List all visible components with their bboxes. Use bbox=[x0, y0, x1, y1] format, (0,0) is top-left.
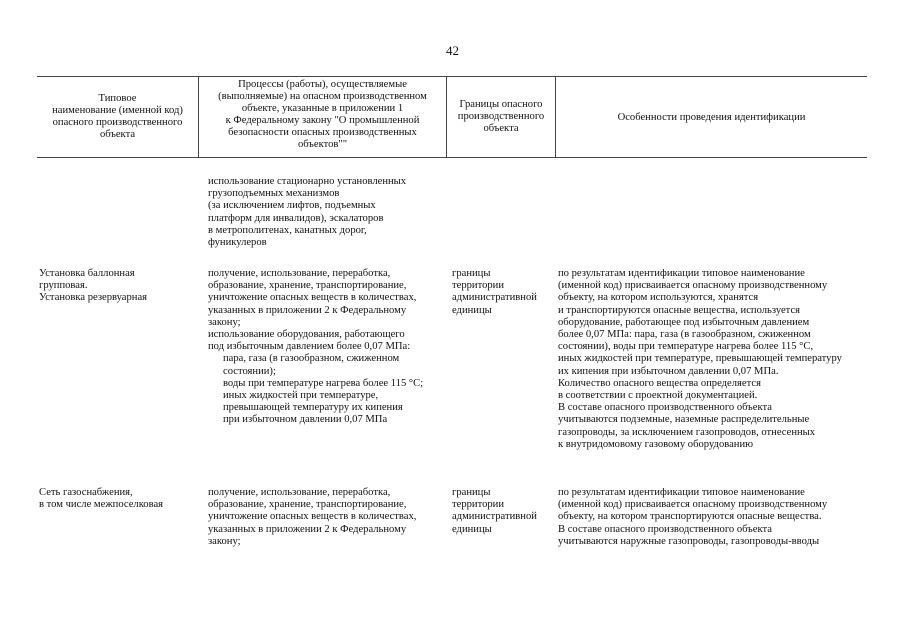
text-line: (за исключением лифтов, подъемных bbox=[208, 200, 376, 212]
text-line: административной bbox=[452, 292, 537, 304]
text-line: по результатам идентификации типовое наименование bbox=[558, 268, 805, 279]
row-1-identification-features bbox=[558, 268, 842, 451]
text-line: границы bbox=[452, 268, 491, 279]
text-line: к внутридомовому газовому оборудованию bbox=[558, 438, 754, 450]
header-processes bbox=[199, 79, 446, 150]
row-0-processes bbox=[208, 176, 406, 249]
header-boundaries bbox=[447, 99, 555, 135]
text-line: платформ для инвалидов), эскалаторов bbox=[208, 212, 384, 224]
text-line: Количество опасного вещества определяется bbox=[558, 377, 761, 389]
text-line: и транспортируются опасные вещества, используется bbox=[558, 304, 801, 316]
text-line: иных жидкостей при температуре, bbox=[223, 390, 379, 402]
text-line: объекте, указанные в приложении 1 bbox=[241, 102, 404, 114]
text-line: оборудование, работающее под избыточным давлением bbox=[558, 316, 810, 328]
text-line: Установка баллонная bbox=[39, 268, 135, 279]
text-line: состоянии); bbox=[223, 365, 276, 377]
text-line: групповая. bbox=[39, 280, 88, 292]
text-line: грузоподъемных механизмов bbox=[208, 188, 340, 200]
text-line: территории bbox=[452, 499, 505, 511]
text-line: учитываются наружные газопроводы, газопроводы-вводы bbox=[558, 535, 820, 547]
text-line: Типовое bbox=[98, 93, 137, 104]
text-line: административной bbox=[452, 511, 537, 523]
text-line: иных жидкостей при температуре, превышающей температуру bbox=[558, 353, 842, 365]
text-line: Особенности проведения идентификации bbox=[617, 112, 806, 123]
row-2-processes bbox=[208, 487, 416, 548]
text-line: объектов"" bbox=[297, 138, 348, 150]
row-2-identification-features bbox=[558, 487, 827, 548]
text-line: границы bbox=[452, 487, 491, 498]
text-line: В составе опасного производственного объекта bbox=[558, 402, 772, 414]
text-line: закону; bbox=[208, 535, 241, 547]
text-line: образование, хранение, транспортирование, bbox=[208, 499, 407, 511]
row-2-object-name bbox=[39, 487, 163, 511]
text-line: единицы bbox=[452, 304, 492, 316]
text-line: фуникулеров bbox=[208, 237, 267, 249]
text-line: в том числе межпоселковая bbox=[39, 499, 164, 511]
text-line: получение, использование, переработка, bbox=[208, 487, 391, 498]
table-header-rule bbox=[37, 157, 867, 158]
text-line: пара, газа (в газообразном, сжиженном bbox=[223, 353, 400, 365]
text-line: указанных в приложении 2 к Федеральному bbox=[208, 523, 407, 535]
text-line: Процессы (работы), осуществляемые bbox=[238, 79, 407, 90]
text-line: к Федеральному закону "О промышленной bbox=[225, 114, 420, 126]
text-line: уничтожение опасных веществ в количествах, bbox=[208, 511, 417, 523]
text-line: безопасности опасных производственных bbox=[228, 126, 417, 138]
header-object-name bbox=[37, 93, 198, 141]
text-line: уничтожение опасных веществ в количествах, bbox=[208, 292, 417, 304]
text-line: (именной код) присваивается опасному производственному bbox=[558, 499, 828, 511]
text-line: использование стационарно установленных bbox=[208, 176, 407, 187]
text-line: Установка резервуарная bbox=[39, 292, 148, 304]
text-line: состоянии), воды при температуре нагрева более 115 °С, bbox=[558, 341, 814, 353]
text-line: опасного производственного bbox=[52, 116, 183, 128]
text-line: воды при температуре нагрева более 115 °С; bbox=[223, 377, 424, 389]
text-line: их кипения при избыточном давлении 0,07 МПа. bbox=[558, 365, 779, 377]
text-line: в соответствии с проектной документацией. bbox=[558, 390, 758, 402]
text-line: (именной код) присваивается опасному производственному bbox=[558, 280, 828, 292]
row-2-boundaries bbox=[452, 487, 537, 536]
text-line: учитываются подземные, наземные распределительные bbox=[558, 414, 810, 426]
row-1-processes bbox=[208, 268, 423, 427]
text-line: образование, хранение, транспортирование, bbox=[208, 280, 407, 292]
header-identification-features bbox=[556, 112, 867, 124]
text-line: объекту, на котором транспортируются опасные вещества. bbox=[558, 511, 822, 523]
text-line: по результатам идентификации типовое наименование bbox=[558, 487, 805, 498]
text-line: объекту, на котором используются, хранятся bbox=[558, 292, 759, 304]
text-line: более 0,07 МПа: пара, газа (в газообразном, сжиженном bbox=[558, 329, 811, 341]
text-line: единицы bbox=[452, 523, 492, 535]
text-line: в метрополитенах, канатных дорог, bbox=[208, 224, 367, 236]
text-line: при избыточном давлении 0,07 МПа bbox=[223, 414, 388, 426]
page-number: 42 bbox=[446, 43, 459, 58]
text-line: Границы опасного bbox=[459, 99, 543, 110]
text-line: указанных в приложении 2 к Федеральному bbox=[208, 304, 407, 316]
text-line: закону; bbox=[208, 316, 241, 328]
text-line: газопроводы, за исключением газопроводов, отнесенных bbox=[558, 426, 816, 438]
text-line: производственного bbox=[457, 110, 545, 122]
row-1-boundaries bbox=[452, 268, 537, 317]
text-line: использование оборудования, работающего bbox=[208, 329, 405, 341]
text-line: наименование (именной код) bbox=[52, 104, 183, 116]
text-line: превышающей температуру их кипения bbox=[223, 402, 403, 414]
table-top-rule bbox=[37, 76, 867, 77]
text-line: получение, использование, переработка, bbox=[208, 268, 391, 279]
text-line: (выполняемые) на опасном производственном bbox=[218, 90, 427, 102]
text-line: объекта bbox=[99, 128, 136, 140]
text-line: объекта bbox=[483, 122, 519, 134]
text-line: территории bbox=[452, 280, 505, 292]
text-line: В составе опасного производственного объекта bbox=[558, 523, 772, 535]
text-line: под избыточным давлением более 0,07 МПа: bbox=[208, 341, 411, 353]
text-line: Сеть газоснабжения, bbox=[39, 487, 133, 498]
row-1-object-name bbox=[39, 268, 147, 305]
